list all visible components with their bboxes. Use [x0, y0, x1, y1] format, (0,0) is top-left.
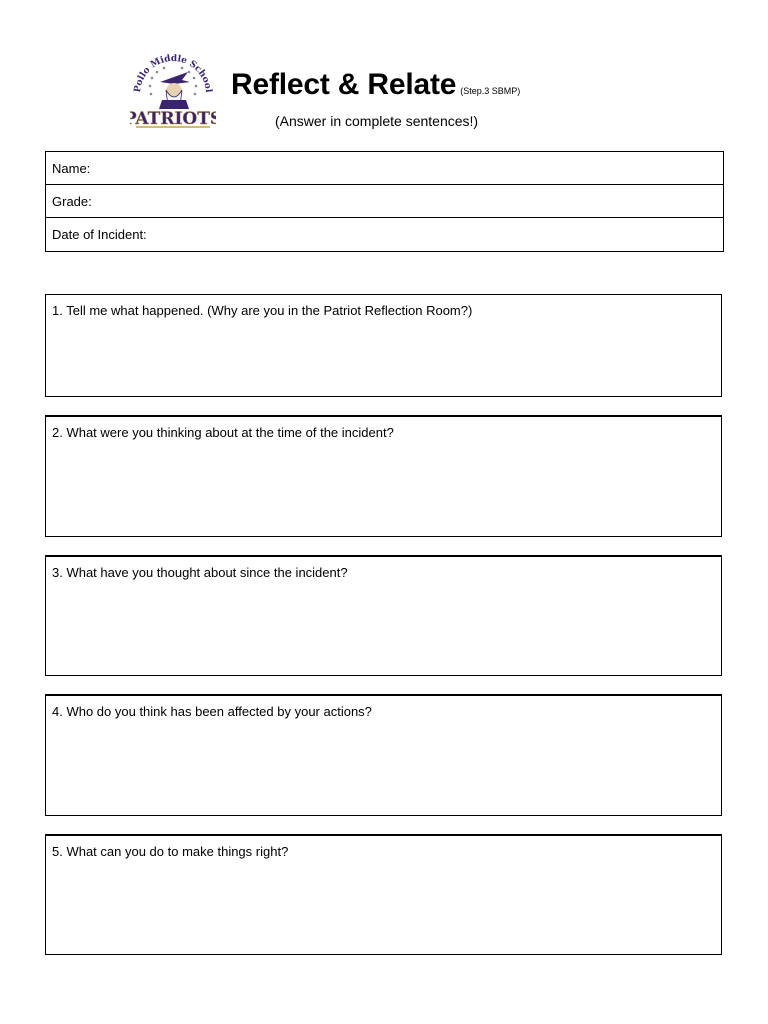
title-row: [231, 68, 520, 102]
logo-patriots-text: ATRIOT: [135, 109, 210, 129]
page-subtitle: (Answer in complete sentences!): [275, 113, 479, 129]
student-info-table: [45, 151, 724, 252]
question-5-text: 5. What can you do to make things right?: [52, 844, 289, 859]
step-label: (Step.3 SBMP): [460, 86, 521, 96]
question-5-answer-box[interactable]: [45, 834, 722, 955]
date-of-incident-field[interactable]: [46, 218, 723, 251]
page-title: Reflect & Relate: [231, 68, 457, 101]
patriot-mascot-icon: [130, 48, 216, 130]
date-of-incident-label: Date of Incident:: [52, 227, 147, 242]
grade-field[interactable]: [46, 185, 723, 218]
question-3-answer-box[interactable]: [45, 555, 722, 676]
question-4-answer-box[interactable]: [45, 694, 722, 816]
question-1-text: 1. Tell me what happened. (Why are you in the Patriot Reflection Room?): [52, 303, 473, 318]
name-label: Name:: [52, 161, 91, 176]
question-2-answer-box[interactable]: [45, 415, 722, 537]
question-3-text: 3. What have you thought about since the incident?: [52, 565, 348, 580]
question-1-answer-box[interactable]: [45, 294, 722, 397]
name-field[interactable]: [46, 152, 723, 185]
logo-school-name: Pollo Middle School: [132, 53, 213, 94]
question-2-text: 2. What were you thinking about at the time of the incident?: [52, 425, 394, 440]
grade-label: Grade:: [52, 194, 92, 209]
school-logo: [130, 48, 216, 130]
question-4-text: 4. Who do you think has been affected by your actions?: [52, 704, 372, 719]
